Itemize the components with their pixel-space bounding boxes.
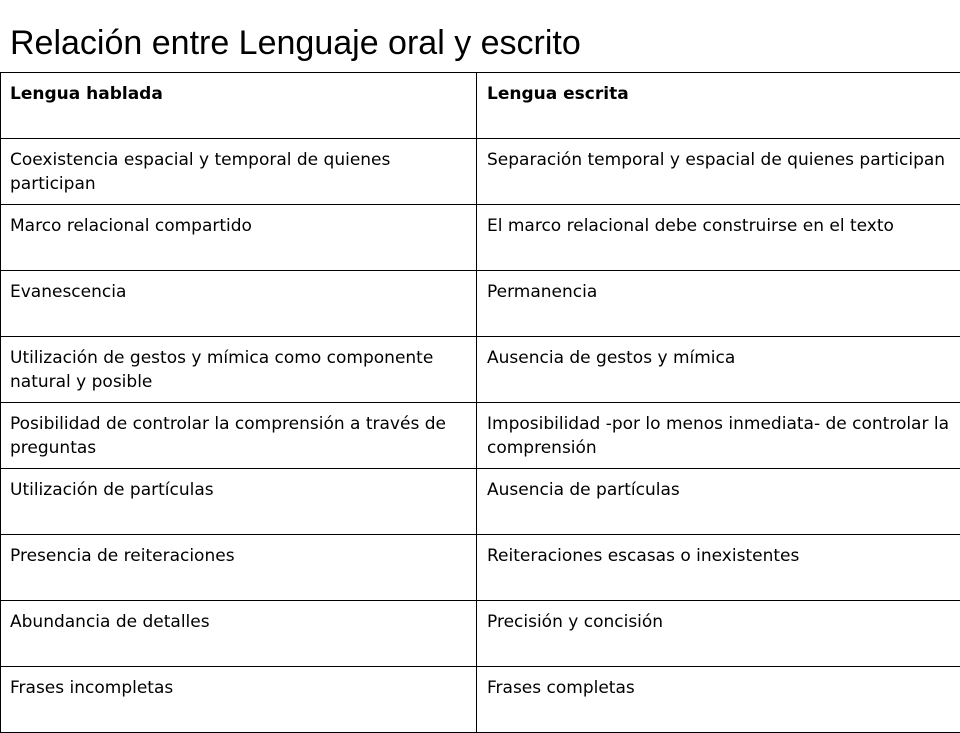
header-lengua-hablada: Lengua hablada [1, 73, 477, 139]
table-row [1, 205, 960, 271]
cell-lengua-escrita: Permanencia [477, 271, 960, 337]
cell-lengua-hablada: Coexistencia espacial y temporal de quienes participan [1, 139, 477, 205]
table-row [1, 601, 960, 667]
cell-lengua-escrita: Ausencia de partículas [477, 469, 960, 535]
cell-lengua-escrita: Frases completas [477, 667, 960, 733]
cell-lengua-hablada: Evanescencia [1, 271, 477, 337]
table-row [1, 535, 960, 601]
table-row [1, 139, 960, 205]
comparison-table [0, 72, 960, 733]
cell-lengua-escrita: Ausencia de gestos y mímica [477, 337, 960, 403]
table-row [1, 271, 960, 337]
cell-lengua-escrita: El marco relacional debe construirse en el texto [477, 205, 960, 271]
cell-lengua-escrita: Precisión y concisión [477, 601, 960, 667]
cell-lengua-hablada: Marco relacional compartido [1, 205, 477, 271]
header-lengua-escrita: Lengua escrita [477, 73, 960, 139]
cell-lengua-escrita: Separación temporal y espacial de quienes participan [477, 139, 960, 205]
slide-title: Relación entre Lenguaje oral y escrito [10, 23, 581, 73]
table-row [1, 403, 960, 469]
table-row [1, 337, 960, 403]
table-row [1, 469, 960, 535]
cell-lengua-hablada: Frases incompletas [1, 667, 477, 733]
table-row [1, 667, 960, 733]
cell-lengua-hablada: Utilización de gestos y mímica como componente natural y posible [1, 337, 477, 403]
cell-lengua-hablada: Abundancia de detalles [1, 601, 477, 667]
cell-lengua-hablada: Utilización de partículas [1, 469, 477, 535]
cell-lengua-escrita: Imposibilidad -por lo menos inmediata- de controlar la comprensión [477, 403, 960, 469]
cell-lengua-escrita: Reiteraciones escasas o inexistentes [477, 535, 960, 601]
cell-lengua-hablada: Presencia de reiteraciones [1, 535, 477, 601]
cell-lengua-hablada: Posibilidad de controlar la comprensión a través de preguntas [1, 403, 477, 469]
table-header-row [1, 73, 960, 139]
